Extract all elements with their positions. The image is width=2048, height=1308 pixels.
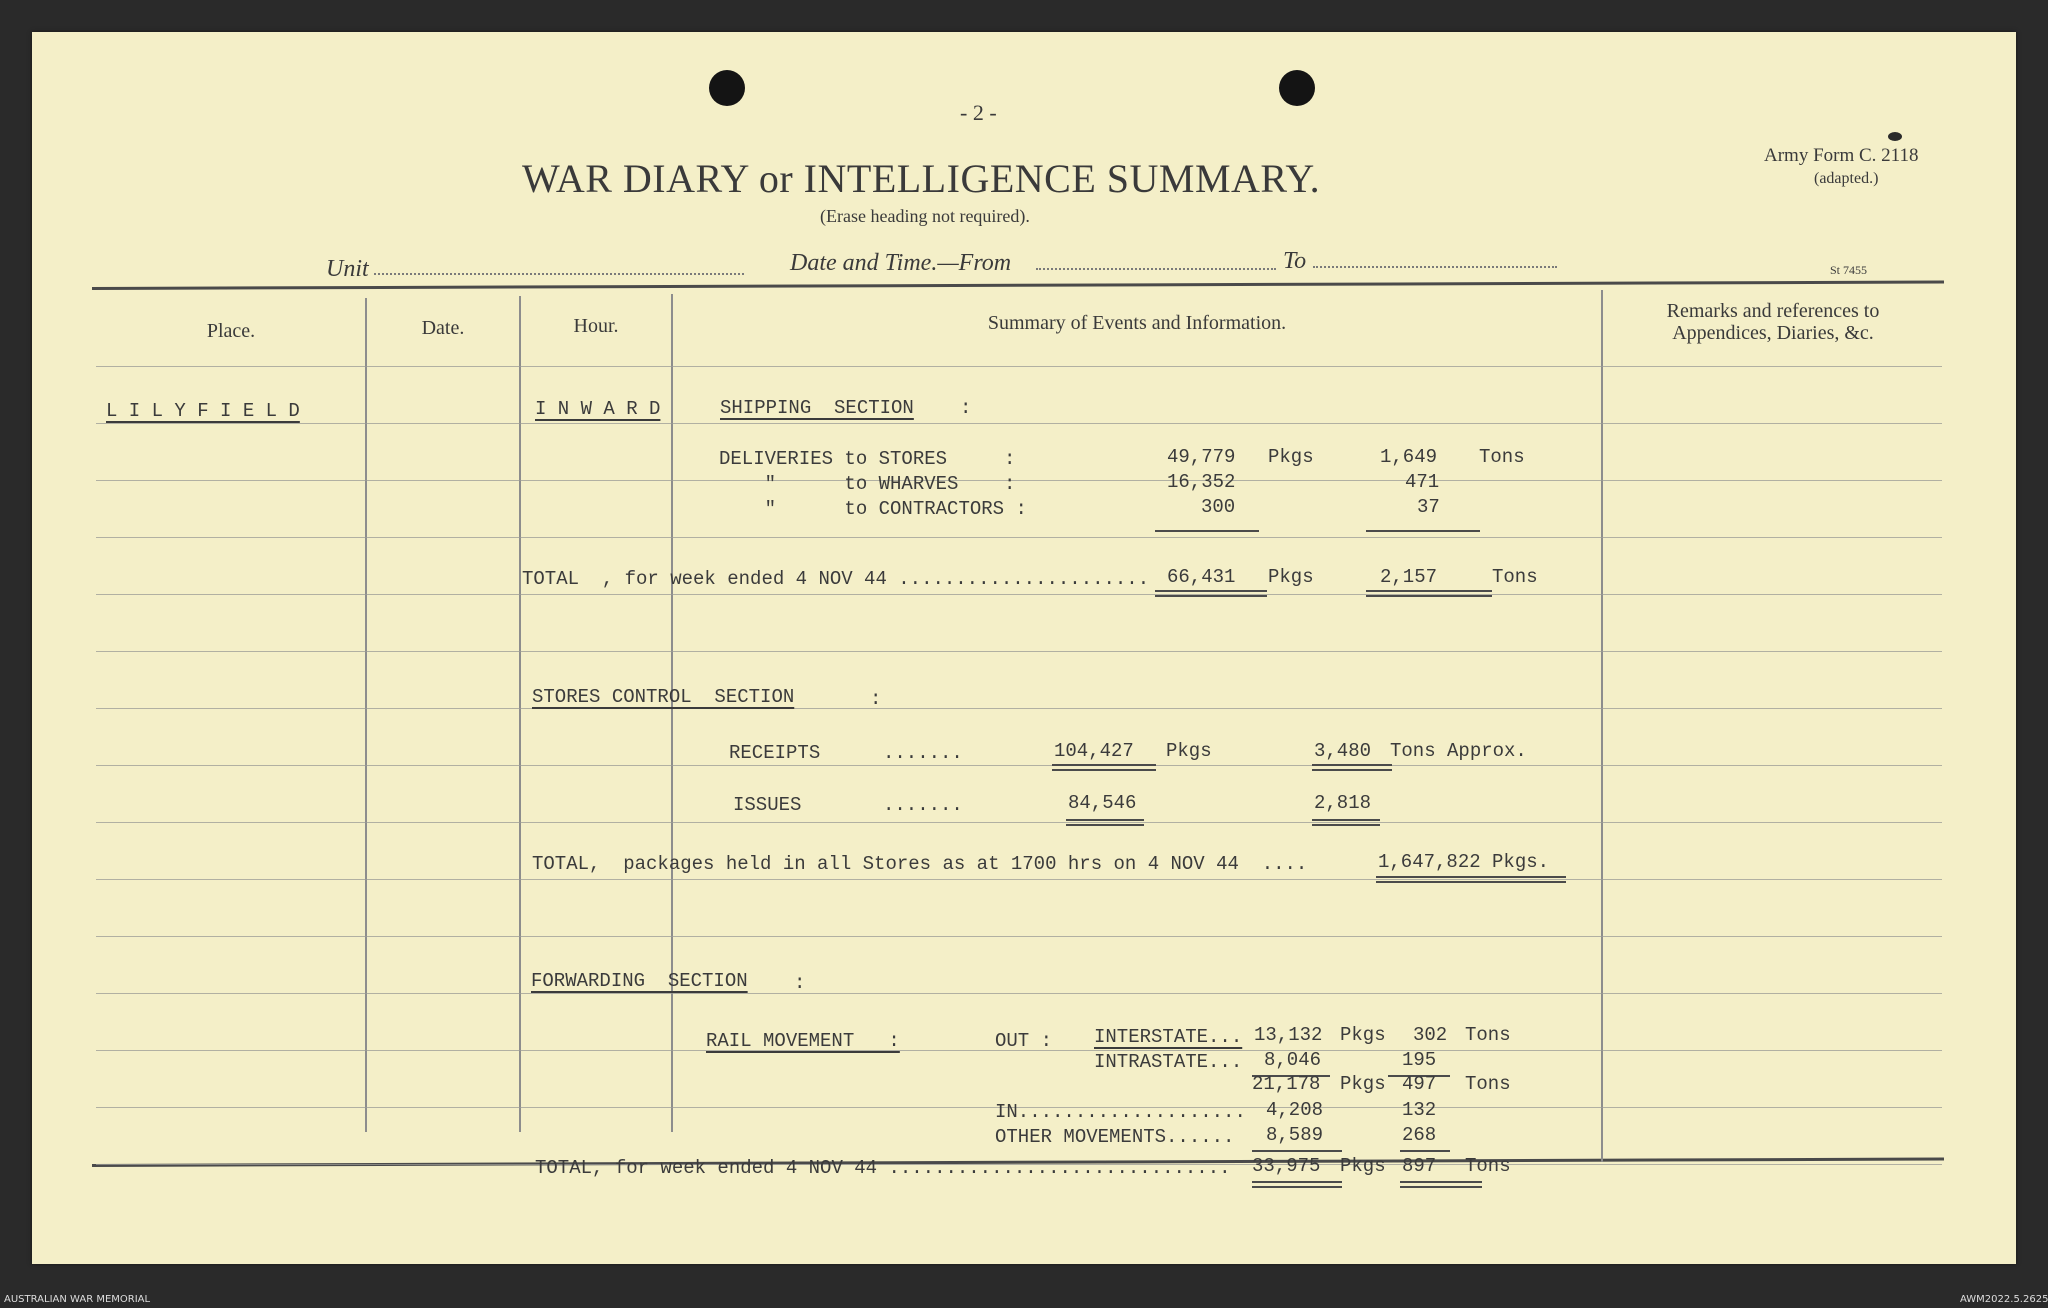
inward-total-double-line-pkgs-1: [1155, 590, 1267, 592]
intrastate-label: INTRASTATE...: [1094, 1051, 1243, 1073]
stores-heading-colon: :: [870, 688, 882, 710]
forwarding-total-tons: 897: [1402, 1155, 1437, 1177]
ruled-line: [96, 366, 1942, 367]
inward-row-stores-tons: 1,649: [1380, 446, 1438, 468]
interstate-label: INTERSTATE...: [1094, 1026, 1243, 1048]
forwarding-total-line-pkgs-2: [1252, 1186, 1342, 1188]
footer-accession: AWM2022.5.2625: [1960, 1294, 2048, 1305]
rail-subtotal-tons-unit: Tons: [1465, 1073, 1511, 1095]
receipts-label: RECEIPTS: [729, 742, 821, 764]
in-pkgs: 4,208: [1266, 1099, 1324, 1121]
intrastate-pkgs: 8,046: [1264, 1049, 1322, 1071]
receipts-pkgs-unit: Pkgs: [1166, 740, 1212, 762]
inward-row-contractors-pkgs: 300: [1201, 496, 1236, 518]
issues-label: ISSUES: [733, 794, 802, 816]
interstate-pkgs-unit: Pkgs: [1340, 1024, 1386, 1046]
inward-sum-line-pkgs: [1155, 530, 1259, 532]
stores-total-line-2: [1376, 881, 1566, 883]
rail-subtotal-pkgs: 21,178: [1252, 1073, 1321, 1095]
issues-pkgs: 84,546: [1068, 792, 1137, 814]
punch-hole-left: [709, 70, 745, 106]
ruled-line: [96, 936, 1942, 937]
ruled-line: [96, 537, 1942, 538]
issues-line-pkgs-1: [1066, 819, 1144, 821]
column-header-remarks-line2: Appendices, Diaries, &c.: [1672, 322, 1874, 344]
issues-tons: 2,818: [1314, 792, 1372, 814]
ruled-line: [96, 423, 1942, 424]
column-divider-hour: [671, 294, 673, 1132]
ruled-line: [96, 651, 1942, 652]
place-entry: L I L Y F I E L D: [106, 400, 300, 422]
inward-row-stores-pkgs: 49,779: [1167, 446, 1236, 468]
inward-total-double-line-pkgs-2: [1155, 595, 1267, 597]
inward-row-stores-tons-unit: Tons: [1479, 446, 1525, 468]
column-header-hour: Hour.: [573, 315, 619, 337]
ruled-line: [96, 822, 1942, 823]
other-movements-pkgs: 8,589: [1266, 1124, 1324, 1146]
inward-heading-colon: :: [960, 397, 972, 419]
in-label: IN....................: [995, 1101, 1246, 1123]
punch-hole-right: [1279, 70, 1315, 106]
issues-line-tons-2: [1312, 824, 1380, 826]
inward-row-contractors-label: " to CONTRACTORS :: [719, 498, 1027, 520]
forwarding-heading: FORWARDING SECTION: [531, 970, 748, 992]
inward-total-double-line-tons-2: [1366, 595, 1492, 597]
rail-movement-label: RAIL MOVEMENT :: [706, 1030, 900, 1052]
receipts-line-tons-1: [1312, 764, 1392, 766]
adapted-label: (adapted.): [1814, 170, 1879, 187]
army-form-label: Army Form C. 2118: [1764, 145, 1919, 166]
from-field[interactable]: [1036, 268, 1276, 270]
forwarding-total-label: TOTAL, for week ended 4 NOV 44 ..............................: [535, 1157, 1231, 1179]
inward-total-tons-unit: Tons: [1492, 566, 1538, 588]
page-number: - 2 -: [960, 100, 997, 125]
column-divider-date: [519, 296, 521, 1132]
interstate-tons-unit: Tons: [1465, 1024, 1511, 1046]
forwarding-total-pkgs-unit: Pkgs: [1340, 1155, 1386, 1177]
forwarding-total-line-pkgs-1: [1252, 1181, 1342, 1183]
inward-total-pkgs-unit: Pkgs: [1268, 566, 1314, 588]
forwarding-total-line-tons-2: [1400, 1186, 1482, 1188]
stock-number: St 7455: [1830, 263, 1868, 277]
date-time-label: Date and Time.—From: [790, 250, 1012, 276]
inward-total-label: TOTAL , for week ended 4 NOV 44 ......................: [522, 568, 1150, 590]
other-movements-tons: 268: [1402, 1124, 1437, 1146]
inward-row-contractors-tons: 37: [1417, 496, 1440, 518]
inward-heading-b: SHIPPING SECTION: [720, 397, 914, 419]
column-header-place: Place.: [206, 320, 256, 342]
other-movements-label: OTHER MOVEMENTS......: [995, 1126, 1235, 1148]
column-divider-summary: [1601, 290, 1603, 1162]
rail-subtotal-tons: 497: [1402, 1073, 1437, 1095]
ruled-line: [96, 765, 1942, 766]
ruled-line: [96, 993, 1942, 994]
unit-label: Unit: [326, 256, 369, 282]
receipts-line-pkgs-1: [1052, 764, 1156, 766]
ruled-line: [96, 480, 1942, 481]
receipts-line-tons-2: [1312, 769, 1392, 771]
receipts-tons: 3,480: [1314, 740, 1372, 762]
stores-total-value: 1,647,822 Pkgs.: [1378, 851, 1550, 873]
ruled-line: [96, 594, 1942, 595]
inward-row-wharves-tons: 471: [1405, 471, 1440, 493]
unit-field[interactable]: [374, 273, 744, 275]
receipts-dots: .......: [883, 742, 963, 764]
issues-dots: .......: [883, 794, 963, 816]
forwarding-total-pkgs: 33,975: [1252, 1155, 1321, 1177]
inward-sum-line-tons: [1366, 530, 1480, 532]
forwarding-total-line-tons-1: [1400, 1181, 1482, 1183]
receipts-line-pkgs-2: [1052, 769, 1156, 771]
issues-line-tons-1: [1312, 819, 1380, 821]
ruled-line: [96, 879, 1942, 880]
out-label: OUT :: [995, 1030, 1053, 1052]
inward-total-tons: 2,157: [1380, 566, 1438, 588]
footer-credit: AUSTRALIAN WAR MEMORIAL: [4, 1294, 151, 1305]
stores-total-line-1: [1376, 876, 1566, 878]
forwarding-total-tons-unit: Tons: [1465, 1155, 1511, 1177]
to-label: To: [1283, 248, 1307, 274]
inward-row-wharves-label: " to WHARVES :: [719, 473, 1016, 495]
inward-row-stores-pkgs-unit: Pkgs: [1268, 446, 1314, 468]
inward-heading-a: I N W A R D: [535, 398, 661, 420]
inward-row-wharves-pkgs: 16,352: [1167, 471, 1236, 493]
issues-line-pkgs-2: [1066, 824, 1144, 826]
receipts-pkgs: 104,427: [1054, 740, 1134, 762]
forwarding-heading-colon: :: [794, 972, 806, 994]
interstate-tons: 302: [1413, 1024, 1448, 1046]
other-line-tons: [1400, 1150, 1450, 1152]
form-title: WAR DIARY or INTELLIGENCE SUMMARY.: [522, 156, 1321, 201]
stores-heading: STORES CONTROL SECTION: [532, 686, 795, 708]
receipts-tons-unit: Tons Approx.: [1390, 740, 1527, 762]
column-header-remarks-line1: Remarks and references to: [1666, 300, 1880, 322]
inward-total-pkgs: 66,431: [1167, 566, 1236, 588]
form-subtitle: (Erase heading not required).: [820, 206, 1030, 226]
interstate-pkgs: 13,132: [1254, 1024, 1323, 1046]
inward-row-stores-label: DELIVERIES to STORES :: [719, 448, 1016, 470]
ruled-line: [96, 708, 1942, 709]
rail-subtotal-pkgs-unit: Pkgs: [1340, 1073, 1386, 1095]
other-line-pkgs: [1252, 1150, 1342, 1152]
stores-total-label: TOTAL, packages held in all Stores as at 1700 hrs on 4 NOV 44 ....: [532, 853, 1308, 875]
ink-blot: [1888, 132, 1902, 141]
column-header-date: Date.: [421, 317, 465, 339]
in-tons: 132: [1402, 1099, 1437, 1121]
column-header-summary: Summary of Events and Information.: [987, 312, 1287, 334]
inward-total-double-line-tons-1: [1366, 590, 1492, 592]
intrastate-tons: 195: [1402, 1049, 1437, 1071]
to-field[interactable]: [1313, 266, 1557, 268]
